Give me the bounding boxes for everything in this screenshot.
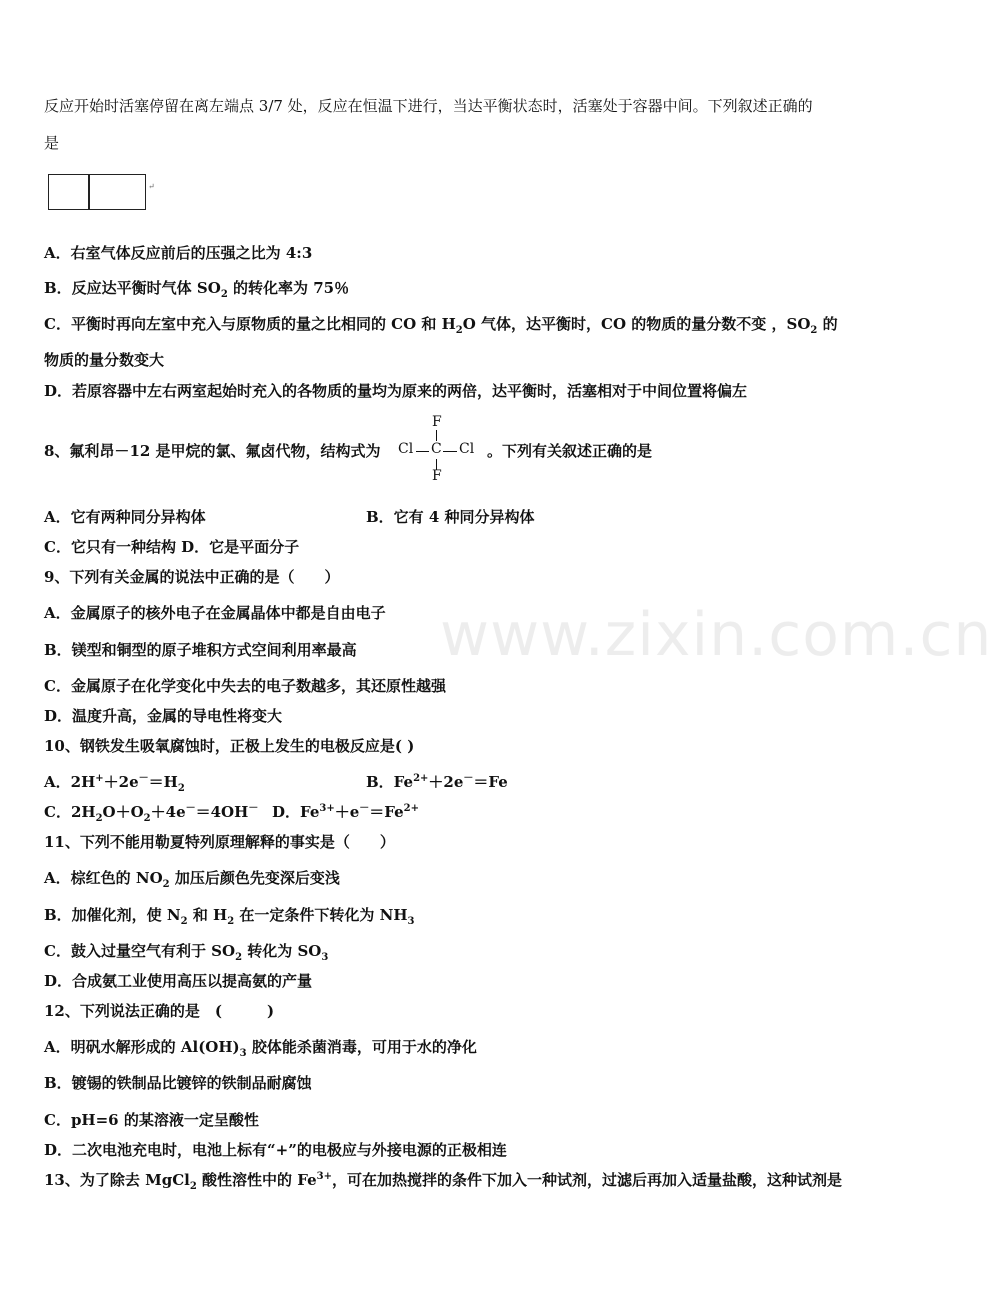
struct-cl-right: Cl: [459, 441, 475, 457]
q7-option-d: D．若原容器中左右两室起始时充入的各物质的量均为原来的两倍，达平衡时，活塞相对于中间位置将偏左: [44, 382, 748, 400]
q10-option-b: B．$Fe^{2+}+2e^-=Fe$: [366, 773, 508, 791]
paragraph-mark-icon: ↵: [148, 182, 155, 191]
struct-c: C: [431, 441, 442, 457]
q10-option-c: C．$2H_2O+O_2+4e^-=4OH^-$: [44, 803, 259, 824]
struct-bond-top: [436, 430, 437, 441]
q7-option-c-cont: 物质的量分数变大: [44, 351, 165, 369]
q10-option-a: A．$2H^++2e^-=H_2$: [44, 773, 185, 794]
q9-option-d: D．温度升高，金属的导电性将变大: [44, 707, 283, 725]
q7-option-c: C．平衡时再向左室中充入与原物质的量之比相同的 CO 和 $H_2O$ 气体，达平衡时，CO 的物质的量分数不变 ，$SO_2$ 的: [44, 315, 838, 336]
structural-formula: [398, 414, 476, 486]
q12-option-d: D．二次电池充电时，电池上标有“+”的电极应与外接电源的正极相连: [44, 1141, 507, 1159]
struct-f-bottom: F: [432, 468, 442, 484]
q12-option-c: C．pH=6 的某溶液一定呈酸性: [44, 1111, 259, 1129]
piston-divider: [88, 175, 90, 209]
q7-intro-line1: 反应开始时活塞停留在离左端点 3/7 处，反应在恒温下进行，当达平衡状态时，活塞处于容器中间。下列叙述正确的: [44, 97, 813, 115]
struct-bond-right: [443, 451, 457, 452]
q9-stem: 9、下列有关金属的说法中正确的是（ ）: [44, 568, 340, 586]
q9-option-c: C．金属原子在化学变化中失去的电子数越多，其还原性越强: [44, 677, 446, 695]
struct-bond-left: [416, 451, 429, 452]
struct-f-top: F: [432, 414, 442, 430]
q13-stem: 13、为了除去 MgCl$_2$ 酸性溶性中的 $Fe^{3+}$，可在加热搅拌的条件下加入一种试剂，过滤后再加入适量盐酸，这种试剂是: [44, 1171, 842, 1192]
q11-option-b: B．加催化剂，使 $N_2$ 和 $H_2$ 在一定条件下转化为 $NH_3$: [44, 906, 415, 927]
struct-cl-left: Cl: [398, 441, 414, 457]
q8-option-a: A．它有两种同分异构体: [44, 508, 206, 526]
q11-option-c: C．鼓入过量空气有利于 $SO_2$ 转化为 $SO_3$: [44, 942, 329, 963]
q9-option-a: A．金属原子的核外电子在金属晶体中都是自由电子: [44, 604, 386, 622]
q11-option-d: D．合成氨工业使用高压以提高氨的产量: [44, 972, 313, 990]
watermark: www.zixin.com.cn: [440, 600, 992, 670]
q12-option-b: B．镀锡的铁制品比镀锌的铁制品耐腐蚀: [44, 1074, 312, 1092]
q8-option-cd: C．它只有一种结构 D．它是平面分子: [44, 538, 300, 556]
q7-option-b: B．反应达平衡时气体 $SO_2$ 的转化率为 75％: [44, 279, 350, 300]
q9-option-b: B．镁型和铜型的原子堆积方式空间利用率最高: [44, 641, 357, 659]
q10-option-d: D．$Fe^{3+}+e^-=Fe^{2+}$: [272, 803, 419, 821]
q12-stem: 12、下列说法正确的是 ( ): [44, 1002, 275, 1020]
q7-option-a: A．右室气体反应前后的压强之比为 4:3: [44, 244, 313, 262]
q8-stem-part2: 。下列有关叙述正确的是: [487, 442, 653, 460]
q11-stem: 11、下列不能用勒夏特列原理解释的事实是（ ）: [44, 833, 395, 851]
q12-option-a: A．明矾水解形成的 $Al(OH)_3$ 胶体能杀菌消毒，可用于水的净化: [44, 1038, 477, 1059]
piston-container-diagram: [48, 174, 146, 210]
q8-stem-part1: 8、氟利昂－12 是甲烷的氯、氟卤代物，结构式为: [44, 442, 381, 460]
q8-option-b: B．它有 4 种同分异构体: [366, 508, 535, 526]
q7-intro-line2: 是: [44, 134, 60, 152]
q10-stem: 10、钢铁发生吸氧腐蚀时，正极上发生的电极反应是( ): [44, 737, 415, 755]
q11-option-a: A．棕红色的 $NO_2$ 加压后颜色先变深后变浅: [44, 869, 340, 890]
